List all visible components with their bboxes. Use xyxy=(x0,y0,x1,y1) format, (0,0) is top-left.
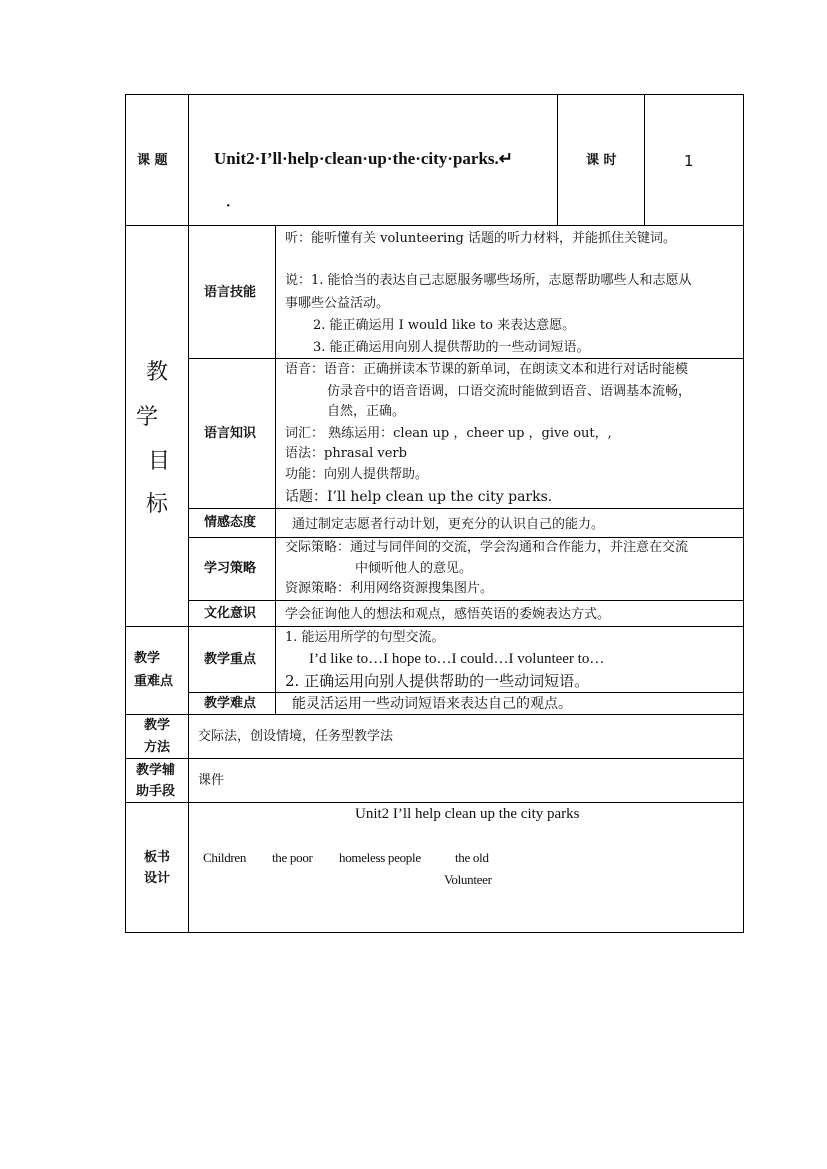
strategy-line-1: 交际策略：通过与同伴间的交流，学会沟通和合作能力，并注意在交流 xyxy=(285,540,689,555)
strategy-line-3: 资源策略：利用网络资源搜集图片。 xyxy=(285,581,494,596)
objectives-side-char-2: 学 xyxy=(136,405,159,430)
focus-line-2: I’d like to…I hope to…I could…I volunteer to… xyxy=(309,651,605,667)
board-word-children: Children xyxy=(203,850,247,865)
attitude-text: 通过制定志愿者行动计划，更充分的认识自己的能力。 xyxy=(292,517,605,532)
key-points-side-label-2: 重难点 xyxy=(134,674,174,689)
topic-label: 课 题 xyxy=(137,153,168,168)
strategy-line-2: 中倾听他人的意见。 xyxy=(355,561,473,576)
skills-line-1: 听：能听懂有关 volunteering 话题的听力材料，并能抓住关键词。 xyxy=(285,231,677,246)
culture-text: 学会征询他人的想法和观点，感悟英语的委婉表达方式。 xyxy=(285,607,611,622)
grid-row-9 xyxy=(125,758,744,759)
aids-text: 课件 xyxy=(198,773,225,788)
attitude-label: 情感态度 xyxy=(204,515,257,530)
knowledge-line-7: 话题：I’ll help clean up the city parks. xyxy=(285,489,553,505)
knowledge-line-3: 自然，正确。 xyxy=(327,404,406,419)
language-skills-label: 语言技能 xyxy=(204,285,257,300)
board-title: Unit2 I’ll help clean up the city parks xyxy=(355,806,580,822)
table-border-bottom xyxy=(125,932,744,933)
focus-line-1: 1. 能运用所学的句型交流。 xyxy=(285,630,445,645)
grid-col-header-a xyxy=(557,94,558,226)
key-points-side-label-1: 教学 xyxy=(134,651,161,666)
board-label-1: 板书 xyxy=(144,850,171,865)
aids-label-1: 教学辅 xyxy=(136,763,176,778)
table-border-top xyxy=(125,94,744,95)
method-label-1: 教学 xyxy=(144,718,171,733)
aids-label-2: 助手段 xyxy=(136,784,176,799)
skills-line-3: 事哪些公益活动。 xyxy=(285,296,390,311)
board-word-the-poor: the poor xyxy=(272,850,313,865)
board-word-homeless-people: homeless people xyxy=(339,850,421,865)
method-label-2: 方法 xyxy=(144,740,171,755)
grid-col-1 xyxy=(188,94,189,933)
grid-col-header-b xyxy=(644,94,645,226)
grid-row-7 xyxy=(188,692,744,693)
language-knowledge-label: 语言知识 xyxy=(204,426,257,441)
difficulty-text: 能灵活运用一些动词短语来表达自己的观点。 xyxy=(292,696,572,712)
objectives-side-char-3: 目 xyxy=(148,449,171,474)
lesson-title: Unit2·I’ll·help·clean·up·the·city·parks.↵ xyxy=(214,149,514,168)
knowledge-line-2: 仿录音中的语音语调，口语交流时能做到语音、语调基本流畅， xyxy=(327,384,692,399)
knowledge-line-1: 语音：语音：正确拼读本节课的新单词，在朗读文本和进行对话时能模 xyxy=(285,362,689,377)
knowledge-line-5: 语法：phrasal verb xyxy=(285,446,407,461)
grid-row-3 xyxy=(188,508,744,509)
grid-row-4 xyxy=(188,537,744,538)
grid-row-1 xyxy=(125,225,744,226)
difficulty-label: 教学难点 xyxy=(204,696,257,711)
focus-line-3: 2. 正确运用向别人提供帮助的一些动词短语。 xyxy=(285,672,590,690)
period-value: 1 xyxy=(684,152,694,170)
grid-row-5 xyxy=(188,600,744,601)
objectives-side-char-1: 教 xyxy=(146,360,169,385)
title-dot: · xyxy=(226,199,231,214)
skills-line-5: 3. 能正确运用向别人提供帮助的一些动词短语。 xyxy=(313,340,590,355)
skills-line-2: 说：1. 能恰当的表达自己志愿服务哪些场所，志愿帮助哪些人和志愿从 xyxy=(285,273,692,288)
grid-row-8 xyxy=(125,714,744,715)
method-text: 交际法，创设情境，任务型教学法 xyxy=(198,729,394,744)
focus-label: 教学重点 xyxy=(204,652,257,667)
grid-row-10 xyxy=(125,802,744,803)
strategy-label: 学习策略 xyxy=(204,561,257,576)
objectives-side-char-4: 标 xyxy=(146,492,169,517)
grid-row-6 xyxy=(125,626,744,627)
board-center-word: Volunteer xyxy=(444,872,492,887)
table-border-left xyxy=(125,94,126,933)
knowledge-line-6: 功能：向别人提供帮助。 xyxy=(285,467,429,482)
grid-row-2 xyxy=(188,358,744,359)
board-word-the-old: the old xyxy=(455,850,489,865)
period-label: 课 时 xyxy=(586,153,617,168)
culture-label: 文化意识 xyxy=(204,606,257,621)
table-border-right xyxy=(743,94,744,933)
skills-line-4: 2. 能正确运用 I would like to 来表达意愿。 xyxy=(313,318,576,333)
board-label-2: 设计 xyxy=(144,871,171,886)
grid-col-2 xyxy=(275,226,276,714)
knowledge-line-4: 词汇： 熟练运用：clean up ，cheer up ，give out，, xyxy=(285,426,612,441)
